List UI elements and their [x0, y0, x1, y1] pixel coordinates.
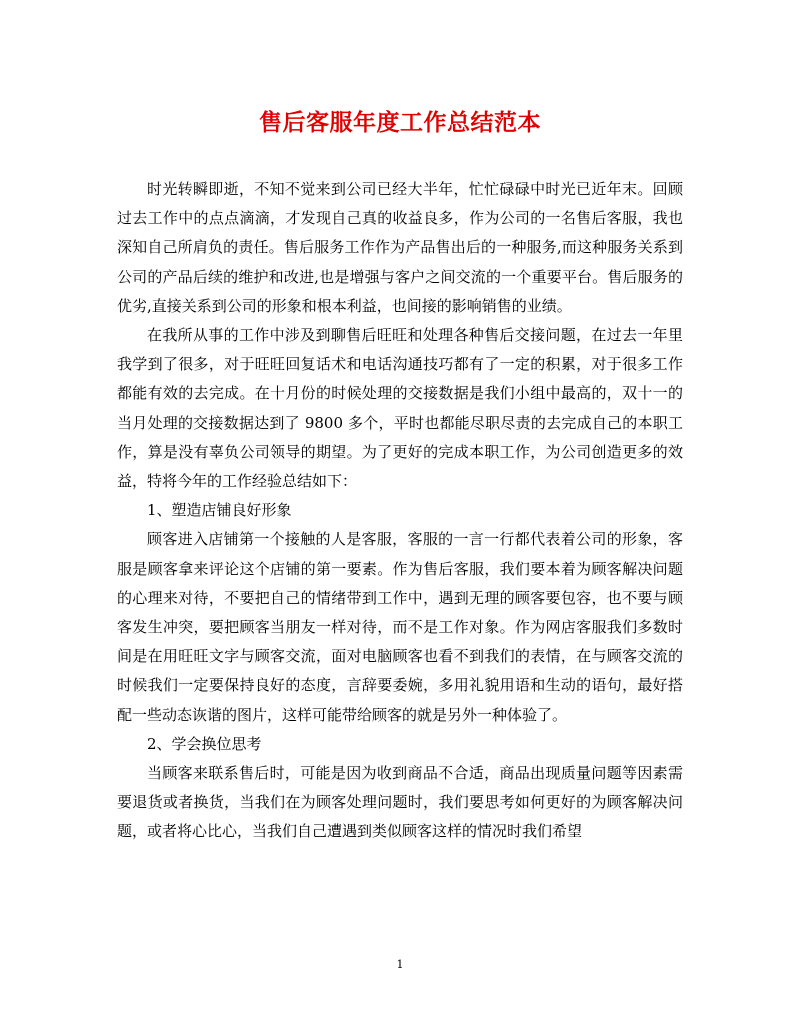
- document-body: [117, 175, 683, 847]
- section-1-paragraph: 顾客进入店铺第一个接触的人是客服，客服的一言一行都代表着公司的形象，客服是顾客拿来评论这个店铺的第一要素。作为售后客服，我们要本着为顾客解决问题的心理来对待，不要把自己的情绪带到工作中，遇到无理的顾客要包容，也不要与顾客发生冲突，要把顾客当朋友一样对待，而不是工作对象。作为网店客服我们多数时间是在用旺旺文字与顾客交流，面对电脑顾客也看不到我们的表情，在与顾客交流的时候我们一定要保持良好的态度，言辞要委婉，多用礼貌用语和生动的语句，最好搭配一些动态诙谐的图片，这样可能带给顾客的就是另外一种体验了。: [117, 530, 683, 724]
- section-2-heading: 2、学会换位思考: [147, 734, 262, 753]
- section-1-heading: 1、塑造店铺良好形象: [147, 501, 292, 520]
- section-2-paragraph: 当顾客来联系售后时，可能是因为收到商品不合适，商品出现质量问题等因素需要退货或者换货，当我们在为顾客处理问题时，我们要思考如何更好的为顾客解决问题，或者将心比心，当我们自己遭遇到类似顾客这样的情况时我们希望: [117, 764, 683, 841]
- work-summary-paragraph: 在我所从事的工作中涉及到聊售后旺旺和处理各种售后交接问题，在过去一年里我学到了很多，对于旺旺回复话术和电话沟通技巧都有了一定的积累，对于很多工作都能有效的去完成。在十月份的时候处理的交接数据是我们小组中最高的，双十一的当月处理的交接数据达到了 9800 多个，平时也都能尽职尽责的去完成自己的本职工作，算是没有辜负公司领导的期望。为了更好的完成本职工作，为公司创造更多的效益，特将今年的工作经验总结如下：: [117, 326, 683, 491]
- page-number: 1: [396, 958, 404, 971]
- document-title: 售后客服年度工作总结范本: [259, 110, 541, 136]
- intro-paragraph: 时光转瞬即逝，不知不觉来到公司已经大半年，忙忙碌碌中时光已近年末。回顾过去工作中的点点滴滴，才发现自己真的收益良多，作为公司的一名售后客服，我也深知自己所肩负的责任。售后服务工作作为产品售出后的一种服务,而这种服务关系到公司的产品后续的维护和改进,也是增强与客户之间交流的一个重要平台。售后服务的优劣,直接关系到公司的形象和根本利益，也间接的影响销售的业绩。: [117, 180, 683, 315]
